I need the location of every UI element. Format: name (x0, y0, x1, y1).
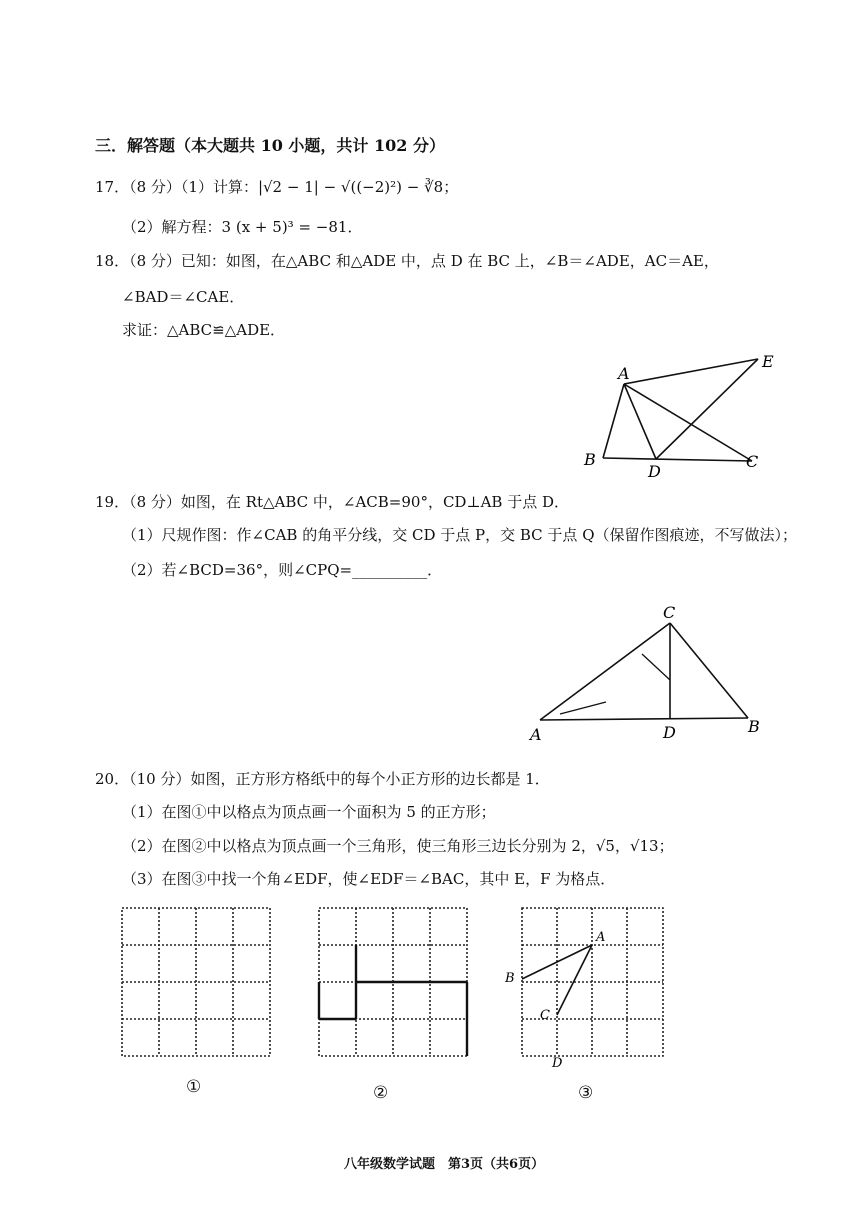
segment-ac (557, 945, 592, 1015)
segment-ad (624, 384, 656, 459)
grid-3-caption: ③ (578, 1083, 594, 1103)
grid-3 (500, 904, 675, 1074)
label-d: D (552, 1056, 563, 1071)
q19-line2: （1）尺规作图：作∠CAB 的角平分线，交 CD 于点 P，交 BC 于点 Q（保留作图痕迹，不写做法）； (122, 526, 797, 544)
segment-bc (603, 458, 752, 461)
q17-part1: 17．（8 分）（1）计算：|√2 − 1| − √((−2)²) − ∛8； (95, 178, 459, 196)
label-a: A (596, 930, 606, 945)
segment-ab (540, 718, 748, 720)
q20-line4: （3）在图③中找一个角∠EDF，使∠EDF＝∠BAC，其中 E，F 为格点． (122, 870, 616, 888)
grid-2 (315, 904, 471, 1060)
grid-1-caption: ① (186, 1077, 202, 1097)
segment-ae (624, 359, 758, 384)
segment-bc (670, 623, 748, 718)
q18-line3: 求证：△ABC≌△ADE． (122, 321, 286, 339)
label-d: D (663, 723, 676, 742)
q20-line3: （2）在图②中以格点为顶点画一个三角形，使三角形三边长分别为 2，√5，√13； (122, 837, 674, 855)
q19-line3: （2）若∠BCD=36°，则∠CPQ=__________． (122, 561, 443, 579)
label-b: B (505, 971, 515, 986)
page-footer: 八年级数学试题 第3页（共6页） (344, 1157, 545, 1172)
label-e: E (762, 352, 774, 371)
q18-figure (570, 345, 790, 485)
label-c: C (540, 1008, 550, 1023)
segment-ab (603, 384, 624, 458)
label-b: B (748, 717, 760, 736)
arc-mark-2 (560, 702, 606, 714)
label-b: B (584, 450, 596, 469)
segment-ac (624, 384, 752, 461)
segment-ac (540, 623, 670, 720)
label-a: A (618, 364, 630, 383)
grid-2-caption: ② (373, 1083, 389, 1103)
label-c: C (746, 452, 759, 471)
q19-figure (520, 598, 770, 748)
q18-line2: ∠BAD＝∠CAE． (122, 288, 245, 306)
q18-line1: 18．（8 分）已知：如图，在△ABC 和△ADE 中，点 D 在 BC 上，∠B＝∠ADE，AC＝AE， (95, 252, 719, 270)
arc-mark-1 (642, 654, 670, 680)
label-d: D (648, 462, 661, 481)
label-c: C (663, 603, 676, 622)
grid-1 (118, 904, 274, 1060)
q19-line1: 19．（8 分）如图，在 Rt△ABC 中，∠ACB=90°，CD⊥AB 于点 D． (95, 493, 569, 511)
q20-line2: （1）在图①中以格点为顶点画一个面积为 5 的正方形； (122, 803, 496, 821)
label-a: A (530, 725, 542, 744)
segment-de (656, 359, 758, 459)
q17-part2: （2）解方程：3 (x + 5)³ = −81． (122, 218, 363, 236)
q20-line1: 20．（10 分）如图，正方形方格纸中的每个小正方形的边长都是 1． (95, 770, 550, 788)
section-title: 三．解答题（本大题共 10 小题，共计 102 分） (95, 136, 445, 155)
